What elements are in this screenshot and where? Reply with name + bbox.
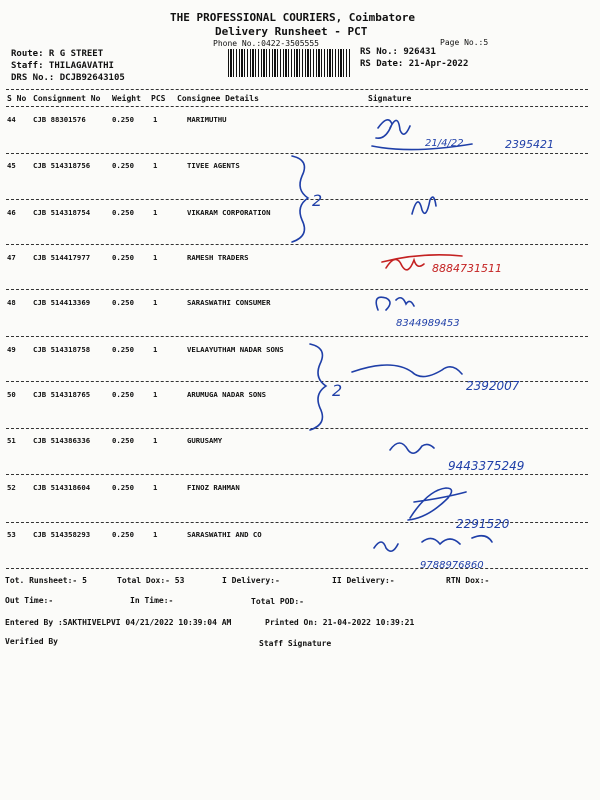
rtn-dox: RTN Dox:- [446, 576, 490, 585]
row-consignment: CJB 514358293 [33, 530, 91, 539]
row-weight: 0.250 [112, 208, 134, 217]
row-sno: 52 [7, 483, 16, 492]
handwritten-phone: 9788976860 [420, 560, 484, 571]
row-consignee: FINOZ RAHMAN [187, 483, 240, 492]
row-sno: 45 [7, 161, 16, 170]
row-consignment: CJB 514318765 [33, 390, 91, 399]
row-weight: 0.250 [112, 390, 134, 399]
row-pcs: 1 [153, 253, 158, 262]
row-consignee: TIVEE AGENTS [187, 161, 240, 170]
row-sno: 46 [7, 208, 16, 217]
bracket-count: 2 [332, 381, 343, 400]
bracket-mark [292, 156, 308, 242]
row-pcs: 1 [153, 161, 158, 170]
row-consignment: CJB 88301576 [33, 115, 86, 124]
row-consignment: CJB 514318756 [33, 161, 91, 170]
row-sno: 50 [7, 390, 16, 399]
row-pcs: 1 [153, 530, 158, 539]
row-consignee: RAMESH TRADERS [187, 253, 249, 262]
signature-scribble [386, 259, 424, 269]
total-pod: Total POD:- [251, 597, 304, 606]
handwritten-phone: 9443375249 [448, 459, 525, 473]
row-consignee: SARASWATHI CONSUMER [187, 298, 271, 307]
handwritten-phone: 8884731511 [432, 262, 502, 275]
handwritten-phone: 8344989453 [396, 318, 460, 329]
row-consignee: VIKARAM CORPORATION [187, 208, 271, 217]
row-consignee: MARIMUTHU [187, 115, 227, 124]
row-weight: 0.250 [112, 161, 134, 170]
signature-scribble [376, 297, 414, 310]
col-sno: S No [7, 94, 27, 103]
row-consignee: SARASWATHI AND CO [187, 530, 262, 539]
out-time: Out Time:- [5, 596, 54, 605]
total-runsheet: Tot. Runsheet:- 5 [5, 576, 87, 585]
drs-number: DRS No.: DCJB92643105 [11, 73, 125, 83]
row-weight: 0.250 [112, 345, 134, 354]
handwritten-phone: 2392007 [466, 379, 520, 393]
col-signature: Signature [368, 94, 412, 103]
col-consignee: Consignee Details [177, 94, 259, 103]
company-title: THE PROFESSIONAL COURIERS, Coimbatore [170, 11, 416, 24]
row-weight: 0.250 [112, 253, 134, 262]
row-pcs: 1 [153, 390, 158, 399]
handwritten-date: 21/4/22 [425, 138, 464, 149]
page-number: Page No.:5 [440, 38, 489, 47]
printed-on: Printed On: 21-04-2022 10:39:21 [265, 618, 415, 627]
row-consignment: CJB 514417977 [33, 253, 91, 262]
row-sno: 44 [7, 115, 16, 124]
row-pcs: 1 [153, 298, 158, 307]
row-sno: 48 [7, 298, 16, 307]
rs-number: RS No.: 926431 [360, 47, 436, 57]
in-time: In Time:- [130, 596, 174, 605]
row-weight: 0.250 [112, 115, 134, 124]
row-sno: 49 [7, 345, 16, 354]
col-pcs: PCS [151, 94, 166, 103]
rs-date: RS Date: 21-Apr-2022 [360, 59, 469, 69]
staff: Staff: THILAGAVATHI [11, 61, 114, 71]
row-sno: 47 [7, 253, 16, 262]
total-dox: Total Dox:- 53 [117, 576, 185, 585]
verified-by: Verified By [5, 637, 58, 646]
row-sno: 53 [7, 530, 16, 539]
entered-by: Entered By :SAKTHIVELPVI 04/21/2022 10:39:04 AM [5, 618, 232, 627]
phone-number: Phone No.:0422-3505555 [213, 39, 319, 48]
col-weight: Weight [112, 94, 141, 103]
signature-scribble [390, 443, 434, 453]
i-delivery: I Delivery:- [222, 576, 280, 585]
handwritten-phone: 2291520 [456, 517, 510, 531]
row-consignment: CJB 514413369 [33, 298, 91, 307]
row-pcs: 1 [153, 483, 158, 492]
signature-scribble [376, 120, 410, 138]
row-pcs: 1 [153, 115, 158, 124]
row-pcs: 1 [153, 345, 158, 354]
bracket-count: 2 [312, 191, 323, 210]
row-sno: 51 [7, 436, 16, 445]
route: Route: R G STREET [11, 49, 104, 59]
row-consignee: VELAAYUTHAM NADAR SONS [187, 345, 284, 354]
bracket-mark [310, 344, 326, 430]
signature-scribble [352, 365, 462, 377]
row-consignee: GURUSAMY [187, 436, 223, 445]
handwritten-phone: 2395421 [505, 138, 554, 151]
signature-scribble [374, 536, 492, 551]
signature-strike [382, 255, 462, 262]
row-weight: 0.250 [112, 298, 134, 307]
row-consignment: CJB 514318754 [33, 208, 91, 217]
row-weight: 0.250 [112, 483, 134, 492]
row-consignee: ARUMUGA NADAR SONS [187, 390, 267, 399]
row-weight: 0.250 [112, 530, 134, 539]
row-consignment: CJB 514318604 [33, 483, 91, 492]
runsheet-title: Delivery Runsheet - PCT [215, 25, 368, 38]
signature-scribble [408, 488, 466, 520]
col-consignment: Consignment No [33, 94, 101, 103]
ii-delivery: II Delivery:- [332, 576, 395, 585]
row-weight: 0.250 [112, 436, 134, 445]
row-pcs: 1 [153, 436, 158, 445]
row-consignment: CJB 514386336 [33, 436, 91, 445]
signature-scribble [412, 197, 436, 214]
row-pcs: 1 [153, 208, 158, 217]
row-consignment: CJB 514318758 [33, 345, 91, 354]
staff-signature: Staff Signature [259, 639, 332, 648]
